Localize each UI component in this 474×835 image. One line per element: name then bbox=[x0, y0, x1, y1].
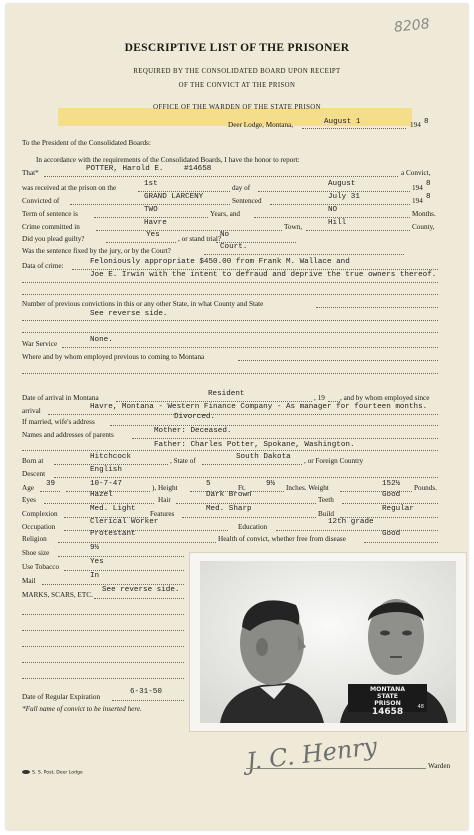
marks-value: See reverse side. bbox=[102, 586, 180, 594]
convicted-of-value: GRAND LARCENY bbox=[144, 193, 204, 201]
term-label: Term of sentence is bbox=[22, 210, 78, 218]
war-service-label: War Service bbox=[22, 340, 58, 348]
if-married-label: If married, wife's address bbox=[22, 418, 95, 426]
mother-value: Mother: Deceased. bbox=[154, 427, 232, 435]
health-value: Good bbox=[382, 530, 401, 538]
features-label: Features bbox=[150, 510, 175, 518]
day-of-label: day of bbox=[232, 184, 251, 192]
occupation-label: Occupation bbox=[22, 523, 56, 531]
age-label: Age bbox=[22, 484, 34, 492]
placard-number: 14658 bbox=[371, 707, 404, 717]
previous-label: Number of previous convictions in this or any other State, in what County and State bbox=[22, 300, 264, 308]
features-value: Med. Sharp bbox=[206, 505, 252, 513]
teeth-value: Good bbox=[382, 491, 401, 499]
crime-county: Hill bbox=[328, 219, 347, 227]
father-value: Father: Charles Potter, Spokane, Washington. bbox=[154, 441, 355, 449]
eyes-label: Eyes bbox=[22, 496, 36, 504]
a-convict-label: a Convict, bbox=[401, 169, 431, 177]
printer-logo-icon bbox=[22, 770, 30, 774]
build-value: Regular bbox=[382, 505, 414, 513]
hair-label: Hair bbox=[158, 496, 171, 504]
teeth-label: Teeth bbox=[318, 496, 334, 504]
footnote: *Full name of convict to be inserted here. bbox=[22, 705, 142, 713]
war-service-value: None. bbox=[90, 336, 113, 344]
county-label: County, bbox=[412, 223, 435, 231]
inches-weight-label: Inches. Weight bbox=[286, 484, 329, 492]
state-of-label: , State of bbox=[170, 457, 196, 465]
year-prefix: 194 bbox=[410, 121, 421, 129]
height-in-value: 9½ bbox=[266, 480, 276, 488]
education-value: 12th grade bbox=[328, 518, 374, 526]
months-label: Months. bbox=[412, 210, 436, 218]
crime-committed-label: Crime committed in bbox=[22, 223, 80, 231]
mail-label: Mail bbox=[22, 577, 36, 585]
term-months: NO bbox=[328, 206, 338, 214]
foreign-label: , or Foreign Country bbox=[304, 457, 364, 465]
marks-label: MARKS, SCARS, ETC. bbox=[22, 591, 93, 599]
printer-text: S. S. Post, Deer Lodge bbox=[32, 770, 83, 776]
health-label: Health of convict, whether free from disease bbox=[218, 535, 346, 543]
term-years: TWO bbox=[144, 206, 158, 214]
report-date: August 1 bbox=[324, 118, 361, 126]
year-19-label: , 19 bbox=[314, 394, 325, 402]
prisoner-name: POTTER, Harold E. bbox=[86, 165, 164, 173]
prisoner-record-card bbox=[6, 4, 468, 830]
warden-signature: J. C. Henry bbox=[244, 732, 379, 776]
sentenced-year: 8 bbox=[426, 193, 431, 201]
crime-detail-1: Feloniously appropriate $450.00 from Frank M. Wallace and bbox=[90, 258, 350, 266]
descent-label: Descent bbox=[22, 470, 46, 478]
religion-label: Religion bbox=[22, 535, 47, 543]
shoe-size-value: 9½ bbox=[90, 544, 100, 552]
intro-text: In accordance with the requirements of the Consolidated Boards, I have the honor to report: bbox=[36, 156, 300, 164]
placard-line-3: PRISON bbox=[374, 700, 401, 707]
placard-line-2: STATE bbox=[377, 693, 398, 700]
placard-suffix: 48 bbox=[417, 704, 424, 710]
crime-town: Havre bbox=[144, 219, 167, 227]
weight-value: 152½ bbox=[382, 480, 401, 488]
report-year: 8 bbox=[424, 118, 429, 126]
mail-value: In bbox=[90, 572, 100, 580]
complexion-label: Complexion bbox=[22, 510, 58, 518]
ft-label: Ft. bbox=[238, 484, 246, 492]
descent-value: English bbox=[90, 466, 122, 474]
to-president: To the President of the Consolidated Boards: bbox=[22, 139, 151, 147]
tobacco-value: Yes bbox=[90, 558, 104, 566]
subtitle-line-1: REQUIRED BY THE CONSOLIDATED BOARD UPON RECEIPT bbox=[133, 68, 341, 75]
placard-line-1: MONTANA bbox=[369, 686, 406, 693]
expiration-value: 6-31-50 bbox=[130, 688, 162, 696]
office-heading: OFFICE OF THE WARDEN OF THE STATE PRISON bbox=[153, 104, 321, 111]
printer-mark bbox=[22, 770, 83, 776]
prison-placard bbox=[348, 684, 427, 717]
arrival-date: Resident bbox=[208, 390, 245, 398]
subtitle-line-2: OF THE CONVICT AT THE PRISON bbox=[178, 82, 296, 89]
eyes-value: Hazel bbox=[90, 491, 113, 499]
sentenced-label: Sentenced bbox=[232, 197, 262, 205]
received-day: 1st bbox=[144, 180, 158, 188]
place-label: Deer Lodge, Montana, bbox=[228, 121, 294, 129]
mugshot-panel bbox=[189, 552, 467, 732]
born-at-value: Hitchcock bbox=[90, 453, 132, 461]
and-by-whom-label: , and by whom employed since bbox=[340, 394, 430, 402]
data-of-crime-label: Data of crime: bbox=[22, 262, 64, 270]
prisoner-number: #14658 bbox=[184, 165, 212, 173]
arrival-label: arrival bbox=[22, 407, 41, 415]
date-arrival-label: Date of arrival in Montana bbox=[22, 394, 99, 402]
trial-value: No bbox=[220, 231, 230, 239]
build-label: Build bbox=[318, 510, 334, 518]
plead-value: Yes bbox=[146, 231, 160, 239]
received-month: August bbox=[328, 180, 356, 188]
expiration-label: Date of Regular Expiration bbox=[22, 693, 101, 701]
received-year: 8 bbox=[426, 180, 431, 188]
height-label: ), Height bbox=[152, 484, 178, 492]
parents-label: Names and addresses of parents bbox=[22, 431, 114, 439]
that-label: That* bbox=[22, 169, 39, 177]
sentenced-date: July 31 bbox=[328, 193, 360, 201]
fixed-value: Court. bbox=[220, 243, 248, 251]
age-value: 39 bbox=[46, 480, 56, 488]
hair-value: Dark Brown bbox=[206, 491, 252, 499]
wife-value: Divorced. bbox=[174, 413, 216, 421]
education-label: Education bbox=[238, 523, 268, 531]
tobacco-label: Use Tobacco bbox=[22, 563, 60, 571]
convicted-of-label: Convicted of bbox=[22, 197, 60, 205]
document-title: DESCRIPTIVE LIST OF THE PRISONER bbox=[124, 42, 350, 54]
sentenced-year-prefix: 194 bbox=[412, 197, 423, 205]
years-and-label: Years, and bbox=[210, 210, 241, 218]
stand-trial-label: , or stand trial? bbox=[178, 235, 222, 243]
pounds-label: Pounds. bbox=[414, 484, 437, 492]
religion-value: Protestant bbox=[90, 530, 136, 538]
town-label: Town, bbox=[284, 223, 303, 231]
employed-since-value: Havre, Montana - Western Finance Company - As manager for fourteen months. bbox=[90, 403, 428, 411]
state-value: South Dakota bbox=[236, 453, 291, 461]
fixed-label: Was the sentence fixed by the jury, or by the Court? bbox=[22, 247, 171, 255]
received-year-prefix: 194 bbox=[412, 184, 423, 192]
crime-detail-2: Joe E. Irwin with the intent to defraud and deprive the true owners thereof. bbox=[90, 271, 437, 279]
height-ft-value: 5 bbox=[206, 480, 211, 488]
warden-label: Warden bbox=[428, 762, 451, 770]
employed-before-label: Where and by whom employed previous to coming to Montana bbox=[22, 353, 205, 361]
received-label: was received at the prison on the bbox=[22, 184, 117, 192]
shoe-size-label: Shoe size bbox=[22, 549, 50, 557]
birthdate-value: 10-7-47 bbox=[90, 480, 122, 488]
mugshot-photo bbox=[200, 561, 456, 723]
handwritten-record-number: 8208 bbox=[393, 16, 431, 36]
plead-label: Did you plead guilty? bbox=[22, 235, 85, 243]
born-at-label: Born at bbox=[22, 457, 44, 465]
occupation-value: Clerical Worker bbox=[90, 518, 159, 526]
previous-value: See reverse side. bbox=[90, 310, 168, 318]
complexion-value: Med. Light bbox=[90, 505, 136, 513]
